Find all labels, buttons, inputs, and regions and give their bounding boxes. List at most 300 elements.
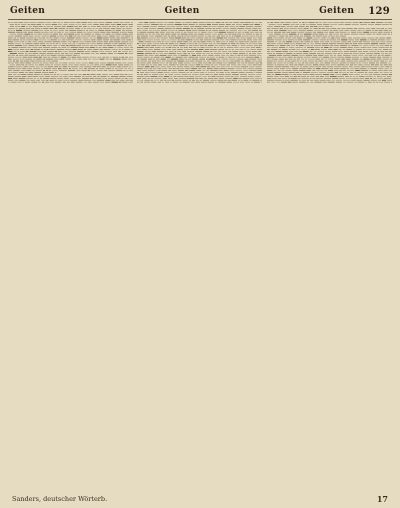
text-line-glyph (26, 63, 31, 64)
text-line-glyph (324, 55, 328, 56)
text-line-glyph (213, 34, 217, 35)
text-line-glyph (11, 63, 13, 64)
text-line-glyph (189, 45, 192, 46)
text-line-glyph (268, 55, 275, 56)
text-line-glyph (8, 68, 15, 69)
text-line-glyph (33, 68, 40, 69)
text-line-glyph (126, 28, 132, 29)
text-line-glyph (299, 55, 305, 56)
text-line-glyph (188, 53, 190, 54)
text-line-glyph (10, 34, 16, 35)
text-line-glyph (38, 34, 42, 35)
text-line-glyph (15, 43, 21, 44)
text-line-glyph (332, 51, 337, 52)
text-line-glyph (159, 70, 161, 71)
text-line-glyph (82, 24, 86, 25)
text-line-glyph (43, 47, 50, 48)
text-line-glyph (186, 22, 192, 23)
text-line-glyph (13, 40, 19, 41)
text-line-glyph (141, 65, 145, 66)
text-line-glyph (199, 49, 204, 50)
text-line-glyph (35, 36, 41, 37)
text-line-glyph (120, 74, 124, 75)
text-line-glyph (77, 36, 80, 37)
text-line-glyph (225, 80, 227, 81)
text-line-glyph (346, 28, 352, 29)
text-line-glyph (207, 24, 211, 25)
text-line-glyph (235, 32, 237, 33)
text-line-glyph (47, 53, 54, 54)
text-line-glyph (278, 57, 281, 58)
text-line-glyph (155, 30, 160, 31)
text-line-glyph (94, 63, 99, 64)
text-line-glyph (68, 66, 70, 67)
text-line-glyph (178, 49, 184, 50)
text-line-glyph (184, 57, 188, 58)
text-line-glyph (117, 26, 119, 27)
text-line-glyph (38, 47, 42, 48)
text-line-glyph (313, 55, 317, 56)
text-line-glyph (103, 38, 109, 39)
text-line-glyph (297, 59, 300, 60)
text-line-glyph (340, 68, 346, 69)
text-line-glyph (194, 40, 199, 41)
text-line-glyph (21, 74, 27, 75)
text-line-glyph (98, 22, 104, 23)
text-line-glyph (247, 49, 249, 50)
text-line-glyph (363, 32, 369, 33)
text-line-glyph (364, 82, 366, 83)
text-line-glyph (54, 66, 58, 67)
text-line-glyph (183, 80, 188, 81)
text-line-glyph (128, 68, 131, 69)
text-line-glyph (44, 41, 51, 42)
text-line-glyph (250, 80, 252, 81)
text-line-glyph (372, 82, 375, 83)
text-line-glyph (212, 26, 217, 27)
text-line-glyph (90, 74, 95, 75)
text-line-glyph (108, 47, 113, 48)
text-line-glyph (324, 63, 329, 64)
text-line-glyph (8, 74, 12, 75)
text-line-glyph (78, 24, 81, 25)
text-line-glyph (257, 55, 261, 56)
text-line-glyph (52, 24, 57, 25)
text-line-glyph (27, 74, 33, 75)
text-line-glyph (282, 32, 285, 33)
text-line-glyph (187, 51, 194, 52)
text-line-glyph (327, 38, 330, 39)
text-line-glyph (358, 43, 363, 44)
text-line-glyph (59, 66, 62, 67)
text-line-glyph (341, 40, 347, 41)
text-line-glyph (299, 82, 306, 83)
text-line-glyph (185, 65, 188, 66)
text-line-glyph (349, 66, 353, 67)
text-line-glyph (314, 26, 317, 27)
text-line-glyph (321, 68, 328, 69)
text-line-glyph (163, 65, 168, 66)
text-line-glyph (42, 36, 49, 37)
text-line-glyph (217, 43, 220, 44)
text-line-glyph (25, 43, 32, 44)
text-line-glyph (231, 40, 237, 41)
text-line-glyph (108, 70, 115, 71)
text-line-glyph (129, 41, 133, 42)
text-line-glyph (216, 57, 218, 58)
text-line-glyph (214, 78, 218, 79)
text-line-glyph (75, 24, 77, 25)
text-line-glyph (62, 32, 64, 33)
text-line-glyph (131, 22, 133, 23)
text-line-glyph (93, 49, 98, 50)
text-line-glyph (119, 57, 121, 58)
text-line-glyph (47, 49, 49, 50)
text-line-glyph (158, 72, 163, 73)
text-line-glyph (323, 78, 330, 79)
text-line-glyph (267, 78, 271, 79)
text-line-glyph (344, 24, 350, 25)
text-line-glyph (172, 57, 175, 58)
text-line-glyph (49, 80, 54, 81)
text-line-glyph (39, 30, 43, 31)
text-line-glyph (46, 38, 49, 39)
text-line-glyph (293, 57, 295, 58)
text-line-glyph (162, 41, 164, 42)
text-line-glyph (35, 45, 39, 46)
text-line-glyph (111, 80, 115, 81)
text-line-glyph (356, 63, 361, 64)
text-line-glyph (93, 38, 96, 39)
text-line-glyph (35, 65, 38, 66)
text-line-glyph (51, 76, 58, 77)
text-line-glyph (156, 53, 158, 54)
text-line-glyph (46, 59, 52, 60)
text-line-glyph (189, 65, 196, 66)
text-line-glyph (97, 40, 102, 41)
text-line-glyph (183, 24, 188, 25)
text-line-glyph (310, 72, 317, 73)
text-line-glyph (152, 41, 156, 42)
text-line-glyph (253, 40, 258, 41)
text-line-glyph (356, 76, 358, 77)
text-line-glyph (325, 41, 329, 42)
text-line-glyph (363, 41, 370, 42)
text-line-glyph (245, 41, 249, 42)
text-line-glyph (312, 70, 315, 71)
text-line-glyph (55, 63, 58, 64)
text-line-glyph (92, 28, 94, 29)
text-line-glyph (39, 57, 42, 58)
text-line-glyph (307, 76, 309, 77)
text-line-glyph (40, 66, 42, 67)
text-line-glyph (167, 49, 171, 50)
text-line-glyph (120, 80, 124, 81)
text-line-glyph (330, 41, 332, 42)
text-line-glyph (45, 82, 49, 83)
text-line-glyph (145, 66, 150, 67)
text-line-glyph (122, 34, 128, 35)
text-line-glyph (112, 43, 114, 44)
text-line-glyph (351, 59, 358, 60)
text-line-glyph (193, 22, 198, 23)
text-line-glyph (207, 66, 210, 67)
text-line-glyph (88, 26, 90, 27)
text-line-glyph (87, 24, 92, 25)
text-line-glyph (82, 38, 88, 39)
text-line-glyph (58, 51, 62, 52)
text-line-glyph (91, 26, 96, 27)
text-line-glyph (249, 43, 251, 44)
text-line-glyph (53, 34, 58, 35)
text-line-glyph (137, 34, 144, 35)
text-line-glyph (97, 66, 100, 67)
text-line-glyph (230, 41, 235, 42)
text-line-glyph (295, 47, 302, 48)
text-line-glyph (241, 66, 248, 67)
text-line-glyph (34, 40, 38, 41)
text-line-glyph (63, 51, 68, 52)
text-line-glyph (97, 76, 99, 77)
text-line-glyph (335, 82, 341, 83)
text-line-glyph (380, 51, 384, 52)
text-line-glyph (361, 66, 364, 67)
text-line-glyph (100, 76, 106, 77)
text-line-glyph (379, 43, 385, 44)
text-line-glyph (233, 82, 239, 83)
text-line-glyph (219, 32, 226, 33)
text-line-glyph (160, 55, 167, 56)
text-line-glyph (389, 49, 392, 50)
text-line-glyph (290, 66, 295, 67)
text-line-glyph (132, 43, 133, 44)
text-line-glyph (211, 53, 213, 54)
text-line-glyph (330, 74, 334, 75)
text-line-glyph (106, 57, 109, 58)
text-line-glyph (137, 57, 143, 58)
text-line-glyph (209, 26, 211, 27)
text-line-glyph (250, 32, 254, 33)
text-line-glyph (227, 61, 230, 62)
text-line-glyph (222, 41, 226, 42)
text-line-glyph (212, 76, 216, 77)
text-line-glyph (39, 53, 46, 54)
text-line-glyph (249, 53, 251, 54)
text-line-glyph (363, 49, 365, 50)
text-line-glyph (239, 78, 242, 79)
text-line-glyph (358, 55, 363, 56)
text-line-glyph (155, 55, 159, 56)
text-line-glyph (21, 41, 24, 42)
text-line-glyph (351, 24, 358, 25)
text-line-glyph (203, 51, 209, 52)
text-line-glyph (331, 28, 336, 29)
text-line-glyph (223, 61, 225, 62)
text-line-glyph (157, 34, 161, 35)
text-line-glyph (297, 78, 300, 79)
text-line-glyph (178, 36, 181, 37)
text-line-glyph (141, 61, 147, 62)
text-line-glyph (259, 65, 263, 66)
text-line-glyph (326, 40, 328, 41)
text-line-glyph (226, 40, 230, 41)
text-line-glyph (173, 68, 176, 69)
text-line-glyph (205, 65, 210, 66)
text-line-glyph (303, 47, 305, 48)
text-line-glyph (298, 80, 300, 81)
text-line-glyph (280, 82, 287, 83)
text-line-glyph (104, 49, 111, 50)
text-line-glyph (58, 45, 60, 46)
text-line-glyph (240, 76, 247, 77)
text-line-glyph (293, 30, 298, 31)
text-line-glyph (114, 53, 117, 54)
text-line-glyph (77, 57, 81, 58)
text-line-glyph (334, 72, 337, 73)
text-line-glyph (361, 74, 364, 75)
text-line-glyph (79, 55, 80, 56)
text-line-glyph (276, 43, 282, 44)
text-line-glyph (340, 53, 342, 54)
text-line-glyph (200, 80, 202, 81)
text-line-glyph (172, 66, 176, 67)
text-line-glyph (340, 61, 344, 62)
text-line-glyph (78, 49, 83, 50)
text-line-glyph (143, 70, 148, 71)
text-line-glyph (196, 70, 201, 71)
text-line-glyph (165, 82, 169, 83)
text-line-glyph (252, 82, 254, 83)
text-line-glyph (288, 78, 290, 79)
text-line-glyph (124, 47, 129, 48)
text-line-glyph (286, 32, 289, 33)
text-line-glyph (274, 34, 280, 35)
text-line-glyph (340, 36, 346, 37)
text-line-glyph (309, 63, 314, 64)
text-line-glyph (367, 38, 374, 39)
text-line-glyph (84, 49, 86, 50)
text-line-glyph (63, 82, 66, 83)
text-line-glyph (259, 40, 262, 41)
text-line-glyph (178, 61, 185, 62)
text-line-glyph (161, 49, 166, 50)
text-line-glyph (356, 80, 362, 81)
text-line-glyph (24, 22, 29, 23)
text-line-glyph (111, 28, 115, 29)
text-line-glyph (8, 72, 10, 73)
text-line-glyph (322, 36, 327, 37)
text-line-glyph (259, 43, 262, 44)
text-line-glyph (241, 45, 246, 46)
text-line-glyph (184, 63, 191, 64)
text-line-glyph (201, 32, 206, 33)
text-line-glyph (44, 68, 51, 69)
text-line-glyph (151, 76, 158, 77)
text-line-glyph (206, 22, 212, 23)
text-line-glyph (186, 61, 190, 62)
text-line-glyph (281, 74, 288, 75)
text-line-glyph (122, 63, 126, 64)
text-line-glyph (210, 70, 217, 71)
text-line-glyph (158, 68, 162, 69)
text-line-glyph (380, 63, 387, 64)
text-line-glyph (34, 43, 40, 44)
text-line-glyph (122, 82, 128, 83)
text-line-glyph (281, 26, 285, 27)
text-line-glyph (38, 82, 41, 83)
text-line-glyph (129, 57, 131, 58)
text-line-glyph (212, 22, 215, 23)
text-line-glyph (372, 34, 375, 35)
text-line-glyph (153, 53, 155, 54)
text-line-glyph (256, 36, 259, 37)
text-line-glyph (206, 47, 213, 48)
text-line-glyph (235, 76, 240, 77)
text-line-glyph (87, 28, 92, 29)
text-line-glyph (51, 26, 53, 27)
text-line-glyph (289, 63, 293, 64)
text-line-glyph (209, 38, 212, 39)
text-line-glyph (329, 47, 332, 48)
text-line-glyph (300, 61, 302, 62)
text-line-glyph (258, 28, 261, 29)
text-line-glyph (384, 22, 387, 23)
text-line-glyph (105, 59, 109, 60)
text-line-glyph (8, 61, 12, 62)
text-line-glyph (180, 68, 184, 69)
text-line-glyph (345, 78, 348, 79)
text-line-glyph (358, 65, 362, 66)
text-line-glyph (98, 45, 102, 46)
text-line-glyph (108, 78, 114, 79)
text-line-glyph (33, 26, 38, 27)
text-line-glyph (123, 70, 125, 71)
text-line-glyph (365, 28, 369, 29)
text-line-glyph (231, 43, 235, 44)
text-line-glyph (43, 70, 45, 71)
text-line-glyph (225, 72, 227, 73)
text-line-glyph (190, 70, 196, 71)
text-line-glyph (153, 68, 157, 69)
text-line-glyph (282, 78, 287, 79)
text-line-glyph (18, 53, 24, 54)
text-line-glyph (267, 40, 274, 41)
text-line-glyph (283, 24, 290, 25)
text-line-glyph (354, 82, 356, 83)
text-line-glyph (103, 28, 110, 29)
text-line-glyph (244, 30, 248, 31)
text-line-glyph (259, 61, 263, 62)
text-line-glyph (369, 57, 376, 58)
text-line-glyph (141, 63, 147, 64)
text-line-glyph (184, 41, 189, 42)
text-line-glyph (92, 34, 94, 35)
text-line-glyph (355, 40, 359, 41)
text-line-glyph (335, 74, 341, 75)
text-line-glyph (166, 61, 173, 62)
text-line-glyph (219, 78, 224, 79)
text-line-glyph (137, 72, 139, 73)
text-line-glyph (328, 49, 333, 50)
text-line-glyph (327, 22, 332, 23)
text-line-glyph (102, 36, 108, 37)
text-line-glyph (100, 63, 106, 64)
text-line-glyph (22, 68, 26, 69)
text-line-glyph (191, 36, 197, 37)
text-line-glyph (285, 80, 290, 81)
text-line-glyph (337, 53, 339, 54)
text-line-glyph (279, 47, 285, 48)
